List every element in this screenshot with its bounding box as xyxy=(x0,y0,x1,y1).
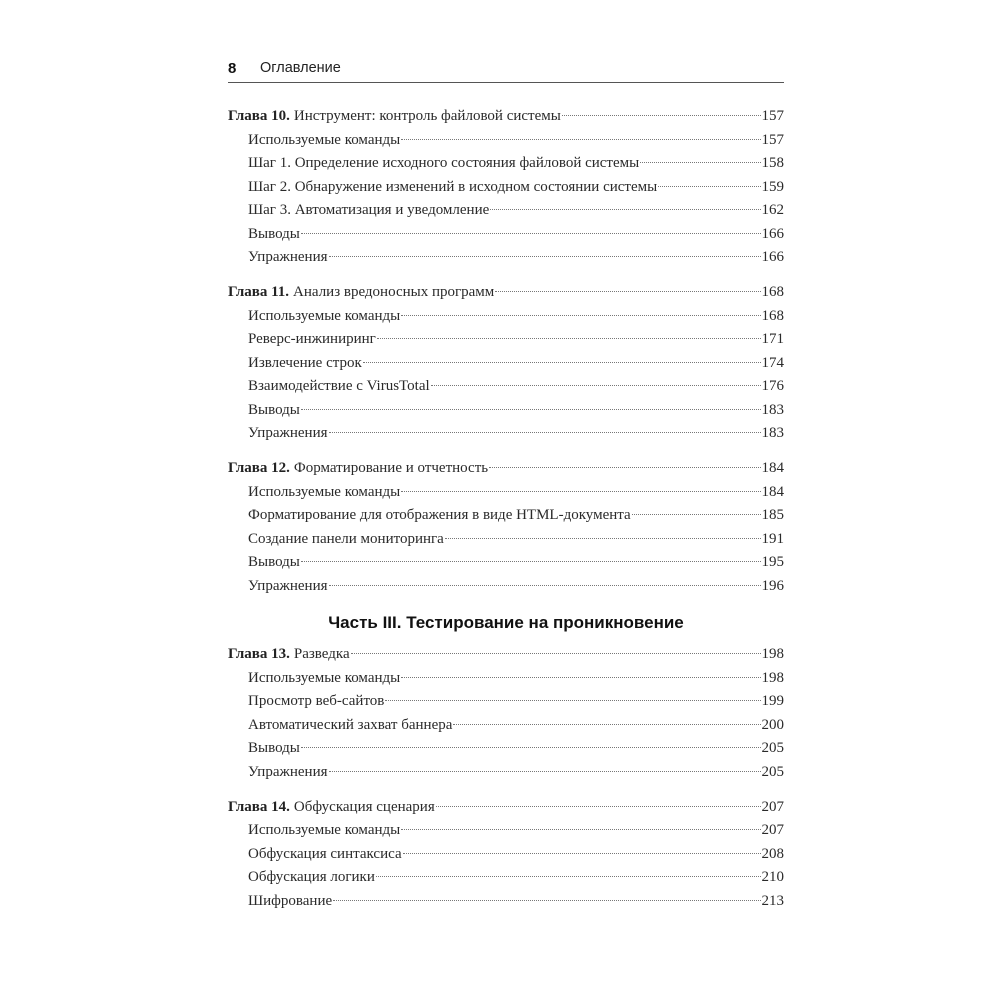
entry-page-number: 171 xyxy=(761,331,784,347)
chapter-label: Глава 10. xyxy=(228,108,290,124)
entry-page-number: 158 xyxy=(761,155,784,171)
running-title: Оглавление xyxy=(260,60,341,76)
toc-section-entry[interactable] xyxy=(228,737,784,761)
entry-title: Используемые команды xyxy=(248,822,401,838)
entry-title: Шаг 1. Определение исходного состояния файловой системы xyxy=(248,155,640,171)
toc-chapter-entry[interactable] xyxy=(228,796,784,820)
chapter-label: Глава 14. xyxy=(228,798,290,815)
dot-leader xyxy=(385,700,760,701)
entry-page-number: 157 xyxy=(761,131,784,148)
entry-page-number: 168 xyxy=(761,307,784,324)
entry-page-number: 184 xyxy=(761,460,784,476)
toc-section-entry[interactable] xyxy=(228,176,784,200)
dot-leader xyxy=(363,362,761,363)
toc-section-entry[interactable] xyxy=(228,551,784,575)
entry-page-number: 166 xyxy=(761,225,784,242)
entry-page-number: 208 xyxy=(761,845,784,862)
dot-leader xyxy=(640,162,760,163)
chapter-group xyxy=(228,457,784,598)
entry-page-number: 199 xyxy=(761,693,784,709)
entry-page-number: 183 xyxy=(761,425,784,441)
dot-leader xyxy=(329,256,761,257)
dot-leader xyxy=(401,491,760,492)
toc-section-entry[interactable] xyxy=(228,819,784,843)
entry-page-number: 198 xyxy=(761,646,784,662)
entry-title: Выводы xyxy=(248,740,300,756)
entry-title: Реверс-инжиниринг xyxy=(248,331,376,347)
entry-title: Используемые команды xyxy=(248,307,401,324)
running-header xyxy=(228,60,784,83)
toc-section-entry[interactable] xyxy=(228,528,784,552)
toc-chapter-entry[interactable] xyxy=(228,281,784,305)
entry-page-number: 174 xyxy=(761,354,784,371)
entry-page-number: 205 xyxy=(761,740,784,756)
toc-chapter-entry[interactable] xyxy=(228,457,784,481)
toc-chapter-entry[interactable] xyxy=(228,643,784,667)
entry-title: Форматирование и отчетность xyxy=(293,460,489,476)
table-of-contents xyxy=(228,105,784,925)
chapter-label: Глава 13. xyxy=(228,646,290,662)
entry-title: Упражнения xyxy=(248,577,328,594)
entry-page-number: 162 xyxy=(761,202,784,218)
dot-leader xyxy=(329,771,761,772)
dot-leader xyxy=(301,561,761,562)
entry-title: Разведка xyxy=(293,646,350,662)
dot-leader xyxy=(329,432,761,433)
dot-leader xyxy=(436,806,761,807)
toc-section-entry[interactable] xyxy=(228,690,784,714)
entry-page-number: 191 xyxy=(761,530,784,547)
toc-section-entry[interactable] xyxy=(228,152,784,176)
entry-title: Взаимодействие с VirusTotal xyxy=(248,378,430,394)
dot-leader xyxy=(301,409,761,410)
chapter-label: Глава 11. xyxy=(228,284,290,300)
dot-leader xyxy=(403,853,761,854)
entry-title: Выводы xyxy=(248,225,300,242)
part-heading: Часть III. Тестирование на проникновение xyxy=(328,613,684,632)
dot-leader xyxy=(351,653,761,654)
toc-section-entry[interactable] xyxy=(228,305,784,329)
toc-section-entry[interactable] xyxy=(228,575,784,599)
entry-title: Просмотр веб-сайтов xyxy=(248,693,385,709)
entry-title: Используемые команды xyxy=(248,483,401,500)
toc-section-entry[interactable] xyxy=(228,843,784,867)
entry-title: Используемые команды xyxy=(248,669,401,686)
entry-title: Извлечение строк xyxy=(248,354,362,371)
chapter-label: Глава 12. xyxy=(228,460,290,476)
toc-section-entry[interactable] xyxy=(228,399,784,423)
toc-section-entry[interactable] xyxy=(228,352,784,376)
toc-section-entry[interactable] xyxy=(228,375,784,399)
toc-section-entry[interactable] xyxy=(228,129,784,153)
entry-page-number: 198 xyxy=(761,669,784,686)
chapter-group xyxy=(228,105,784,270)
entry-page-number: 176 xyxy=(761,378,784,394)
entry-page-number: 200 xyxy=(761,716,784,733)
entry-title: Шаг 3. Автоматизация и уведомление xyxy=(248,202,490,218)
entry-page-number: 195 xyxy=(761,554,784,570)
page-number: 8 xyxy=(228,60,237,77)
entry-page-number: 213 xyxy=(761,892,784,909)
dot-leader xyxy=(490,209,760,210)
entry-title: Автоматический захват баннера xyxy=(248,716,453,733)
dot-leader xyxy=(301,233,761,234)
dot-leader xyxy=(376,876,761,877)
entry-title: Упражнения xyxy=(248,249,328,265)
entry-page-number: 205 xyxy=(761,763,784,780)
entry-title: Упражнения xyxy=(248,763,328,780)
entry-title: Анализ вредоносных программ xyxy=(293,284,495,300)
toc-section-entry[interactable] xyxy=(228,866,784,890)
entry-page-number: 168 xyxy=(761,284,784,300)
entry-title: Шаг 2. Обнаружение изменений в исходном состоянии системы xyxy=(248,178,658,195)
entry-title: Упражнения xyxy=(248,425,328,441)
toc-section-entry[interactable] xyxy=(228,714,784,738)
toc-chapter-entry[interactable] xyxy=(228,105,784,129)
entry-title: Обфускация синтаксиса xyxy=(248,845,402,862)
entry-page-number: 166 xyxy=(761,249,784,265)
toc-section-entry[interactable] xyxy=(228,422,784,446)
entry-title: Обфускация логики xyxy=(248,869,375,885)
dot-leader xyxy=(377,338,761,339)
entry-title: Создание панели мониторинга xyxy=(248,530,444,547)
dot-leader xyxy=(401,139,760,140)
toc-section-entry[interactable] xyxy=(228,223,784,247)
dot-leader xyxy=(658,186,760,187)
toc-section-entry[interactable] xyxy=(228,504,784,528)
entry-page-number: 207 xyxy=(761,798,784,815)
entry-page-number: 184 xyxy=(761,483,784,500)
chapter-group xyxy=(228,281,784,446)
dot-leader xyxy=(445,538,761,539)
chapter-group xyxy=(228,643,784,784)
entry-page-number: 185 xyxy=(761,507,784,523)
entry-page-number: 157 xyxy=(761,108,784,124)
entry-page-number: 159 xyxy=(761,178,784,195)
entry-page-number: 210 xyxy=(761,869,784,885)
entry-page-number: 196 xyxy=(761,577,784,594)
dot-leader xyxy=(333,900,760,901)
entry-page-number: 183 xyxy=(761,401,784,418)
toc-section-entry[interactable] xyxy=(228,246,784,270)
toc-section-entry[interactable] xyxy=(228,761,784,785)
dot-leader xyxy=(301,747,761,748)
entry-title: Шифрование xyxy=(248,892,333,909)
chapter-group xyxy=(228,796,784,914)
entry-title: Обфускация сценария xyxy=(293,798,435,815)
dot-leader xyxy=(401,829,760,830)
dot-leader xyxy=(453,724,760,725)
entry-page-number: 207 xyxy=(761,822,784,838)
entry-title: Выводы xyxy=(248,401,300,418)
dot-leader xyxy=(495,291,760,292)
toc-section-entry[interactable] xyxy=(228,481,784,505)
dot-leader xyxy=(562,115,761,116)
toc-section-entry[interactable] xyxy=(228,890,784,914)
toc-section-entry[interactable] xyxy=(228,328,784,352)
dot-leader xyxy=(329,585,761,586)
dot-leader xyxy=(431,385,761,386)
entry-title: Форматирование для отображения в виде HTML-документа xyxy=(248,507,631,523)
dot-leader xyxy=(401,677,760,678)
dot-leader xyxy=(401,315,760,316)
dot-leader xyxy=(632,514,761,515)
entry-title: Инструмент: контроль файловой системы xyxy=(293,108,561,124)
toc-section-entry[interactable] xyxy=(228,199,784,223)
entry-title: Используемые команды xyxy=(248,131,401,148)
toc-section-entry[interactable] xyxy=(228,667,784,691)
dot-leader xyxy=(489,467,760,468)
entry-title: Выводы xyxy=(248,554,300,570)
